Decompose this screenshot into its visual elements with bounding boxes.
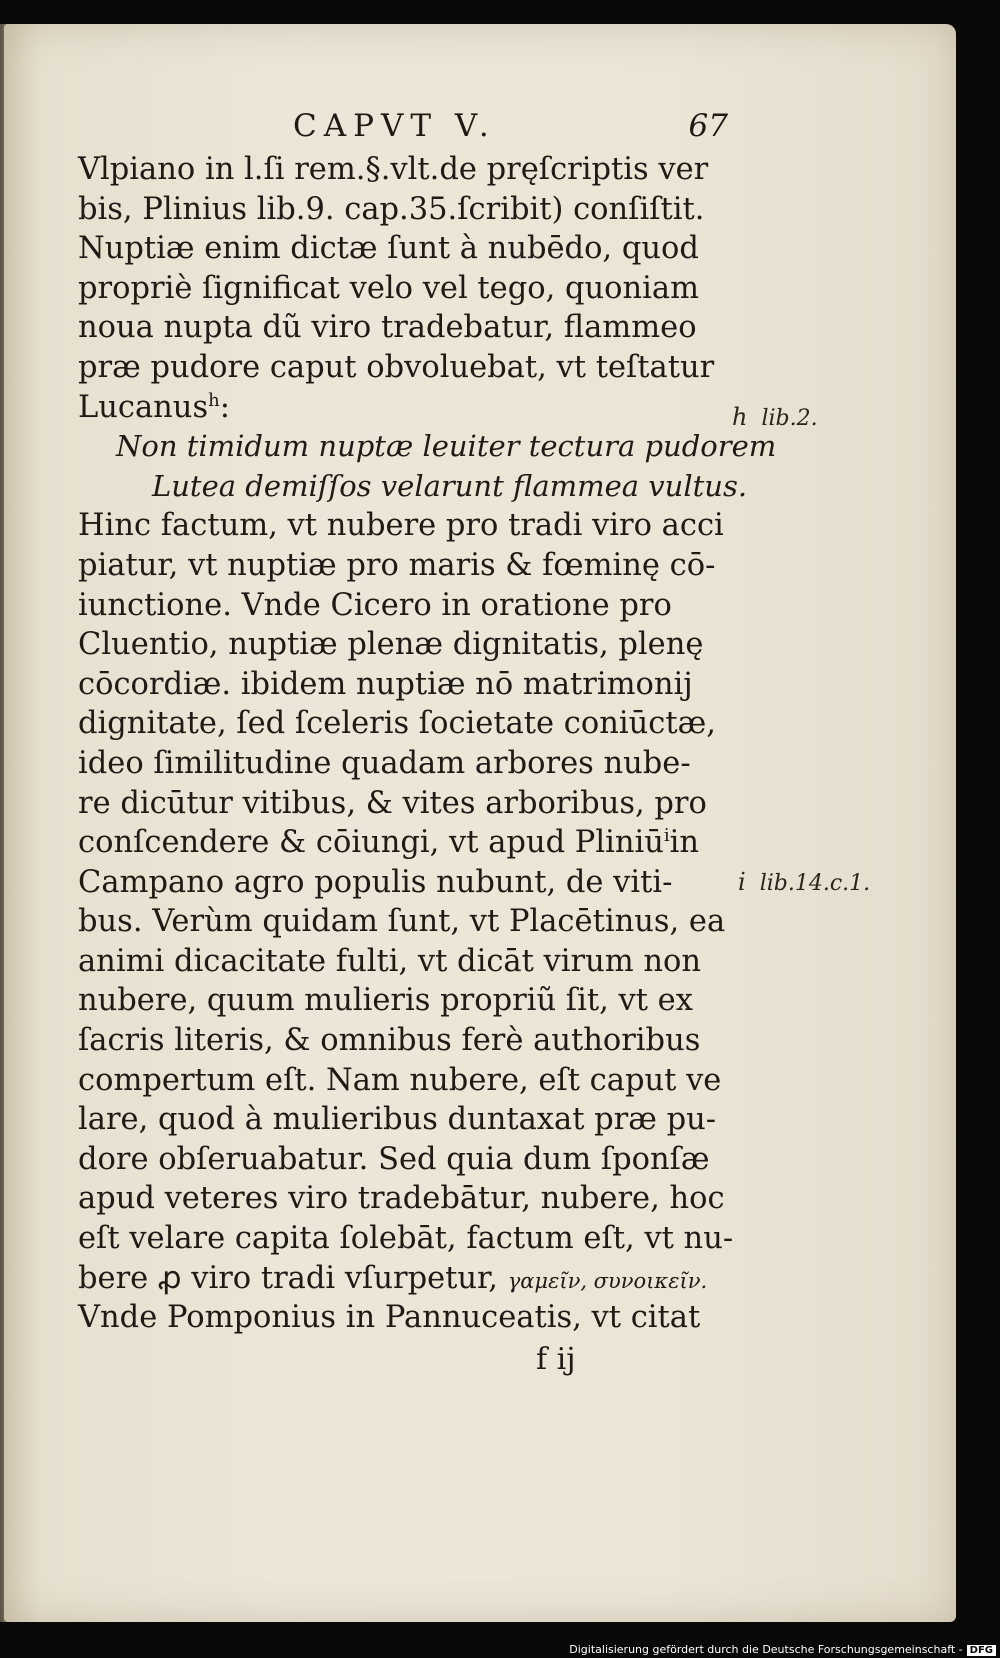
verse-line: Non timidum nuptæ leuiter tectura pudorem [116, 429, 777, 464]
text-line: Cluentio, nuptiæ plenæ dignitatis, plenę [78, 627, 704, 663]
text-line: apud veteres viro tradebātur, nubere, hoc [78, 1181, 725, 1217]
text-line: Nuptiæ enim dictæ ſunt à nubēdo, quod [78, 231, 699, 267]
dfg-logo: DFG [967, 1645, 996, 1656]
text-line: re dicūtur vitibus, & vites arboribus, pro [78, 785, 707, 821]
marginal-text: lib.2. [761, 406, 818, 431]
greek-phrase: γαμεῖν, συνοικεῖν. [507, 1268, 708, 1293]
text-line: Lucanus$^h$: [78, 389, 230, 425]
text-line: iunctione. Vnde Cicero in oratione pro [78, 587, 672, 623]
signature-mark: f ij [536, 1341, 576, 1377]
text-line: cōcordiæ. ibidem nuptiæ nō matrimonij [78, 666, 693, 702]
marginal-note-i [738, 868, 870, 896]
footnote-ref-i: i [663, 824, 670, 846]
text-line: lare, quod à mulieribus duntaxat præ pu- [78, 1102, 717, 1138]
chapter-title: CAPVT V. [293, 108, 496, 144]
text-line: bus. Verùm quidam ſunt, vt Placētinus, ea [78, 904, 726, 940]
text-line: Campano agro populis nubunt, de viti- [78, 864, 673, 900]
running-head [78, 108, 728, 150]
plinius-phrase: conſcendere & cōiungi, vt apud Pliniū [78, 825, 664, 861]
text-line: nubere, quum mulieris propriũ ſit, vt ex [78, 983, 693, 1019]
text-line: Hinc factum, vt nubere pro tradi viro acci [78, 508, 724, 544]
page-footer [78, 1342, 728, 1392]
marginal-text: lib.14.c.1. [759, 871, 871, 896]
text-line: ideo ſimilitudine quadam arbores nube- [78, 745, 691, 781]
digitization-credit [569, 1643, 996, 1656]
text-line: Vnde Pomponius in Pannuceatis, vt citat [78, 1300, 701, 1336]
text-line: noua nupta dũ viro tradebatur, flammeo [78, 310, 697, 346]
page-number: 67 [688, 108, 728, 144]
text-block [78, 108, 777, 1392]
plinius-tail: in [669, 825, 700, 861]
text-line: compertum eſt. Nam nubere, eſt caput ve [78, 1062, 722, 1098]
marginal-siglum: h [732, 403, 748, 431]
lucanus-word: Lucanus [78, 389, 209, 425]
text-line: præ pudore caput obvoluebat, vt teſtatur [78, 349, 715, 385]
marginal-siglum: i [738, 868, 746, 896]
footnote-ref-h: h [208, 389, 220, 411]
text-line: dore obſeruabatur. Sed quia dum ſponſæ [78, 1141, 710, 1177]
body-text [78, 150, 777, 1338]
text-line: dignitate, ſed ſceleris ſocietate coniūctæ, [78, 706, 716, 742]
text-line: piatur, vt nuptiæ pro maris & fœminę cō- [78, 547, 716, 583]
credit-text: Digitalisierung gefördert durch die Deutsche Forschungsgemeinschaft - [569, 1643, 963, 1656]
text-line: propriè ſignificat velo vel tego, quoniam [78, 270, 700, 306]
text-line: Vlpiano in l.ſi rem.§.vlt.de pręſcriptis ver [78, 152, 709, 187]
text-line: animi dicacitate fulti, vt dicāt virum non [78, 943, 702, 979]
verse-line: Lutea demiſſos velarunt flammea vultus. [152, 468, 748, 503]
latin-phrase: bere ꝓ viro tradi vſurpetur, [78, 1260, 498, 1296]
text-line [78, 823, 728, 863]
marginal-note-h [732, 403, 818, 431]
text-line [78, 1259, 728, 1299]
text-line: ſacris literis, & omnibus ferè authoribus [78, 1023, 701, 1059]
text-line: bis, Plinius lib.9. cap.35.ſcribit) conſiſtit. [78, 191, 705, 227]
text-line: eſt velare capita ſolebāt, factum eſt, vt nu- [78, 1221, 734, 1257]
